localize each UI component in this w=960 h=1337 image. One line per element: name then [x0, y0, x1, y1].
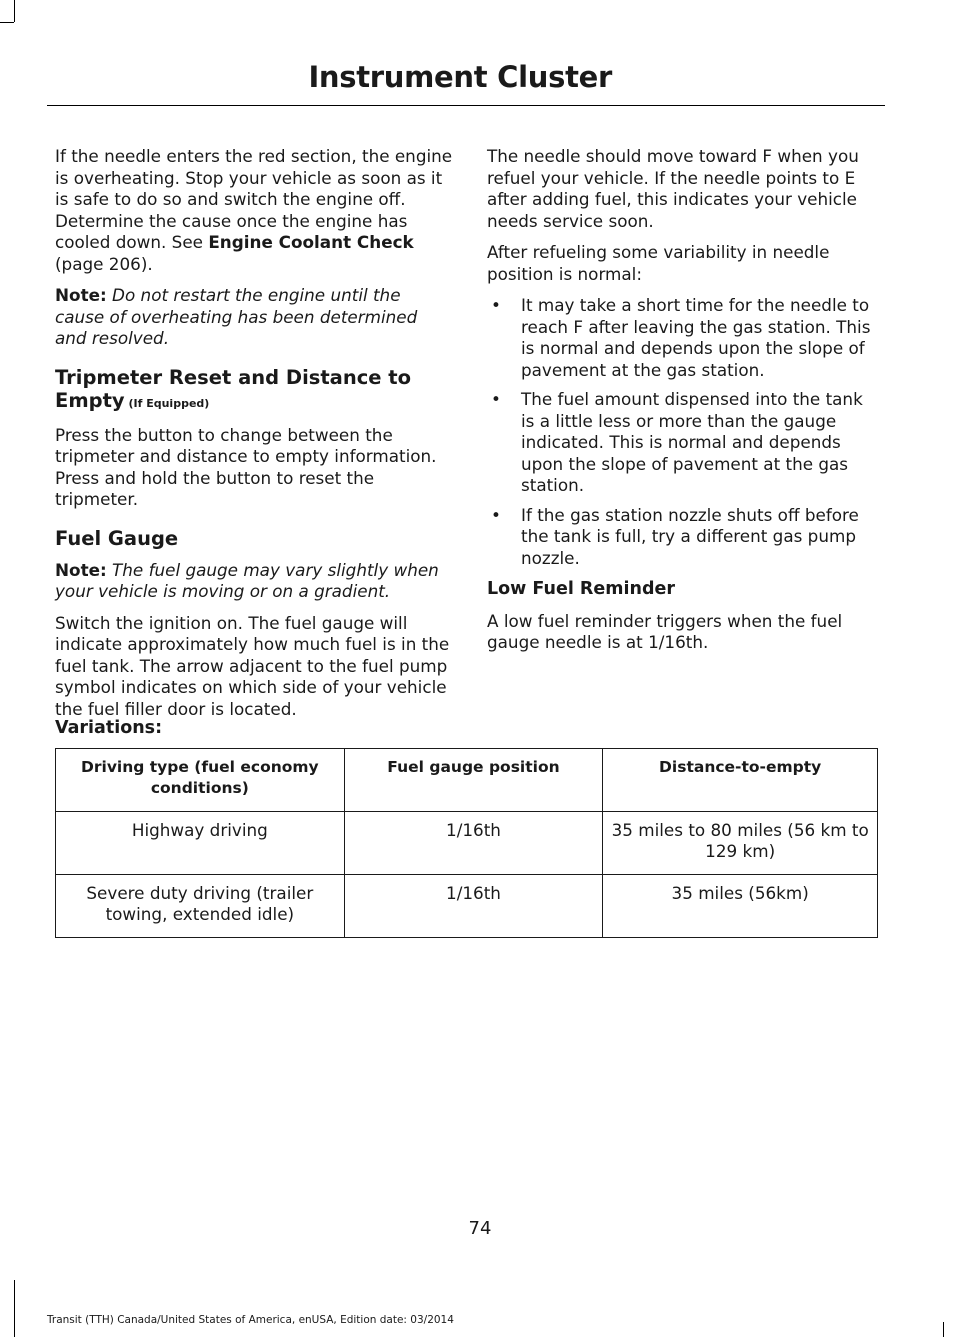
low-fuel-heading: Low Fuel Reminder — [487, 579, 675, 599]
header-distance-to-empty: Distance-to-empty — [603, 749, 878, 812]
table-cell: 35 miles (56km) — [603, 875, 878, 938]
overheating-paragraph: If the needle enters the red section, the engine is overheating. Stop your vehicle as soon as it is safe to do so and switch the engine off. Determine the cause once the engine has cooled down. See Engine Coolant Check (page 206). — [55, 146, 453, 274]
variability-list — [487, 295, 881, 569]
header-driving-type: Driving type (fuel economy conditions) — [56, 749, 345, 812]
table-cell: 1/16th — [344, 875, 603, 938]
table-row — [56, 812, 878, 875]
variations-table — [55, 748, 878, 938]
refuel-paragraph: The needle should move toward F when you refuel your vehicle. If the needle points to E after adding fuel, this indicates your vehicle needs service soon. — [487, 146, 859, 231]
table-cell: 35 miles to 80 miles (56 km to 129 km) — [603, 812, 878, 875]
header-fuel-gauge-position: Fuel gauge position — [344, 749, 603, 812]
list-item: • It may take a short time for the needle to reach F after leaving the gas station. This is normal and depends upon the slope of pavement at the gas station. — [491, 295, 871, 380]
crop-mark — [0, 22, 14, 23]
fuel-gauge-paragraph: Switch the ignition on. The fuel gauge will indicate approximately how much fuel is in the fuel tank. The arrow adjacent to the fuel pump symbol indicates on which side of your vehicle the fuel filler door is located. — [55, 612, 450, 719]
list-item: • The fuel amount dispensed into the tank is a little less or more than the gauge indicated. This is normal and depends upon the slope of pavement at the gas station. — [491, 389, 863, 495]
crop-mark — [14, 0, 15, 22]
right-column — [487, 146, 881, 664]
table-cell: 1/16th — [344, 812, 603, 875]
crop-mark — [14, 1280, 15, 1337]
crop-mark — [943, 1322, 944, 1337]
note-overheating: Note: Do not restart the engine until the cause of overheating has been determined and resolved. — [55, 285, 418, 348]
edition-footer: Transit (TTH) Canada/United States of America, enUSA, Edition date: 03/2014 — [47, 1314, 454, 1326]
table-row — [56, 875, 878, 938]
variability-paragraph: After refueling some variability in needle position is normal: — [487, 242, 830, 284]
engine-coolant-link[interactable]: Engine Coolant Check — [208, 232, 414, 252]
tripmeter-heading: Tripmeter Reset and Distance to Empty (If Equipped) — [55, 365, 412, 412]
table-cell: Highway driving — [56, 812, 345, 875]
header-divider — [47, 105, 885, 106]
page-title: Instrument Cluster — [308, 60, 612, 94]
table-header-row — [56, 749, 878, 812]
list-item: • If the gas station nozzle shuts off before the tank is full, try a different gas pump nozzle. — [491, 504, 859, 568]
note-fuel-gauge: Note: The fuel gauge may vary slightly when your vehicle is moving or on a gradient. — [55, 559, 439, 601]
table-cell: Severe duty driving (trailer towing, extended idle) — [56, 875, 345, 938]
page-number: 74 — [468, 1218, 492, 1239]
left-column — [55, 146, 453, 730]
variations-heading: Variations: — [55, 718, 163, 738]
tripmeter-paragraph: Press the button to change between the tripmeter and distance to empty information. Press and hold the button to reset the tripmeter. — [55, 424, 437, 509]
fuel-gauge-heading: Fuel Gauge — [55, 526, 179, 550]
low-fuel-paragraph: A low fuel reminder triggers when the fuel gauge needle is at 1/16th. — [487, 610, 843, 652]
